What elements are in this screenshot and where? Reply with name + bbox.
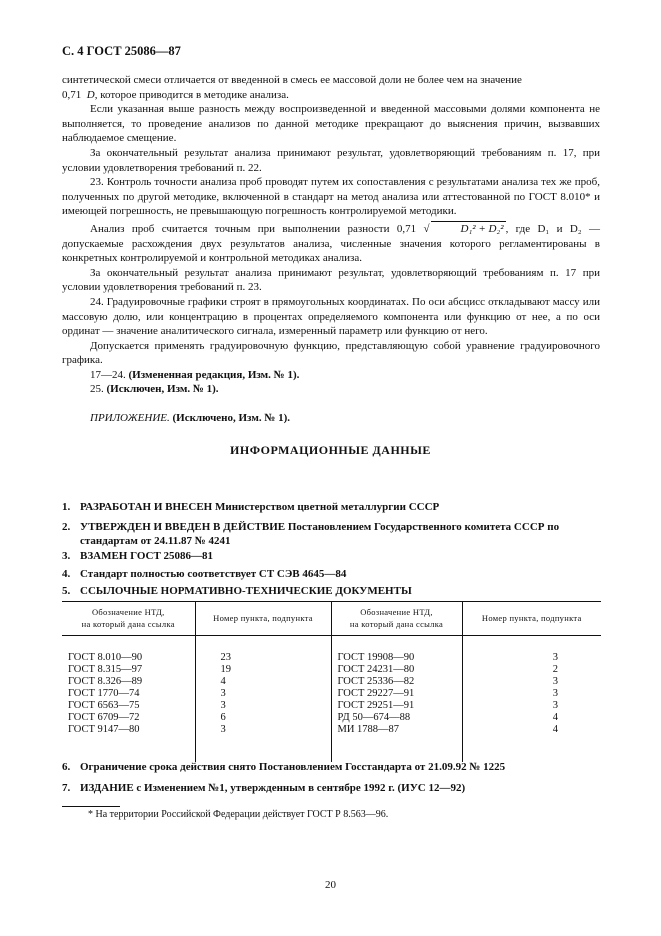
item-number: 1. (62, 501, 71, 513)
info-item-7 (62, 781, 607, 795)
item-text: стандартам от 24.11.87 № 4241 (80, 535, 231, 547)
paragraph: Если указанная выше разность между воспроизведенной и введенной массовыми долями компонента не выполняется, то проведение анализов по данной методике прекращают до выяснения причин, вызвавших наблюдаемое смещение. (62, 103, 600, 145)
page-number: 20 (325, 879, 336, 891)
page-header: С. 4 ГОСТ 25086—87 (62, 44, 181, 58)
section-title: ИНФОРМАЦИОННЫЕ ДАННЫЕ (230, 443, 431, 457)
item-number: 5. (62, 585, 71, 597)
paragraph (62, 382, 600, 397)
item-number: 6. (62, 761, 71, 773)
sqrt-symbol-icon: √ (423, 222, 430, 235)
paragraph: синтетической смеси отличается от введенной в смесь ее массовой доли не более чем на значение (62, 74, 522, 86)
item-text: Министерством цветной металлургии СССР (214, 501, 440, 513)
table-row: ГОСТ 6709—72 6 РД 50—674—88 4 (62, 712, 601, 724)
item-text: Постановлением Государственного комитета СССР по (287, 521, 560, 533)
table-row: ГОСТ 1770—74 3 ГОСТ 29227—91 3 (62, 688, 601, 700)
table-row: ГОСТ 8.315—97 19 ГОСТ 24231—80 2 (62, 664, 601, 676)
paragraph: За окончательный результат анализа принимают результат, удовлетворяющий требованиям п. 17, при условии удовлетворения требований п. 22. (62, 146, 600, 174)
item-number: 3. (62, 550, 71, 562)
col-header-point: Номер пункта, подпункта (195, 602, 331, 636)
text: 25. (90, 383, 104, 396)
item-text: ССЫЛОЧНЫЕ НОРМАТИВНО-ТЕХНИЧЕСКИЕ ДОКУМЕНТЫ (80, 585, 412, 597)
appendix-label: ПРИЛОЖЕНИЕ. (90, 412, 170, 425)
text: 0,71 (62, 88, 82, 101)
amendment-note: (Исключено, Изм. № 1). (172, 412, 291, 425)
paragraph (62, 411, 600, 426)
amendment-note: (Исключен, Изм. № 1). (106, 383, 219, 396)
col-header-point: Номер пункта, подпункта (462, 602, 601, 636)
footnote: * На территории Российской Федерации действует ГОСТ Р 8.563—96. (88, 809, 389, 820)
table-row: ГОСТ 8.326—89 4 ГОСТ 25336—82 3 (62, 676, 601, 688)
text: допускаемые расхождения двух результатов анализа, численные значения которого регламентированы в конкретных контролируемой и контрольной методиках анализа. (62, 237, 600, 265)
amendment-note: (Измененная редакция, Изм. № 1). (128, 368, 300, 381)
table-row: ГОСТ 8.010—90 23 ГОСТ 19908—90 3 (62, 652, 601, 664)
item-text: Стандарт полностью соответствует СТ СЭВ 4645—84 (80, 568, 347, 580)
paragraph: За окончательный результат анализа принимают результат, удовлетворяющий требованиям п. 17 при условии удовлетворения требований п. 23. (62, 266, 600, 294)
info-item-2 (62, 520, 607, 548)
text: , где D₁ и D₂ — (505, 222, 600, 235)
paragraph: Допускается применять градуировочную функцию, представляющую собой уравнение градуировочного графика. (62, 339, 600, 367)
col-header-doc: Обозначение НТД, на который дана ссылка (331, 602, 462, 636)
table-header-row (62, 602, 601, 636)
item-number: 7. (62, 782, 71, 794)
table-row: ГОСТ 9147—80 3 МИ 1788—87 4 (62, 724, 601, 736)
info-item-3 (62, 549, 607, 563)
info-item-5 (62, 584, 607, 598)
footnote-divider (62, 806, 120, 807)
info-item-4 (62, 567, 607, 581)
paragraph (62, 88, 600, 103)
item-number: 2. (62, 521, 71, 533)
paragraph (62, 221, 600, 266)
col-header-doc: Обозначение НТД, на который дана ссылка (62, 602, 195, 636)
table-row: ГОСТ 6563—75 3 ГОСТ 29251—91 3 (62, 700, 601, 712)
item-bold: РАЗРАБОТАН И ВНЕСЕН (80, 501, 213, 513)
paragraph: 24. Градуировочные графики строят в прямоугольных координатах. По оси абсцисс откладывают массу или массовую долю, или концентрацию в процентах определяемого компонента или функцию от нее, а по оси ординат — значение аналитического сигнала, измеренный параметр или функцию от него. (62, 295, 600, 338)
item-text: ИЗДАНИЕ с Изменением №1, утвержденным в сентябре 1992 г. (ИУС 12—92) (80, 782, 466, 794)
item-bold: УТВЕРЖДЕН И ВВЕДЕН В ДЕЙСТВИЕ (80, 521, 286, 533)
item-number: 4. (62, 568, 71, 580)
variable: D (86, 88, 95, 101)
text: , которое приводится в методике анализа. (94, 88, 289, 101)
paragraph: 23. Контроль точности анализа проб проводят путем их сопоставления с результатами анализа тех же проб, полученных по другой методике, включенной в стандарт на метод анализа или аттестованной по ГОСТ 8.010* и имеющей погрешность, не превышающую погрешность контролируемой методики. (62, 176, 600, 218)
text: 17—24. (90, 368, 126, 381)
paragraph (62, 368, 600, 383)
reference-table (62, 601, 601, 762)
text: Анализ проб считается точным при выполнении разности 0,71 (90, 222, 417, 235)
formula: D₁² + D₂² (431, 221, 506, 237)
item-text: ВЗАМЕН ГОСТ 25086—81 (80, 550, 214, 562)
item-text: Ограничение срока действия снято Постановлением Госстандарта от 21.09.92 № 1225 (80, 761, 506, 773)
info-item-6 (62, 760, 607, 774)
info-item-1 (62, 500, 607, 514)
body-text (62, 73, 600, 426)
